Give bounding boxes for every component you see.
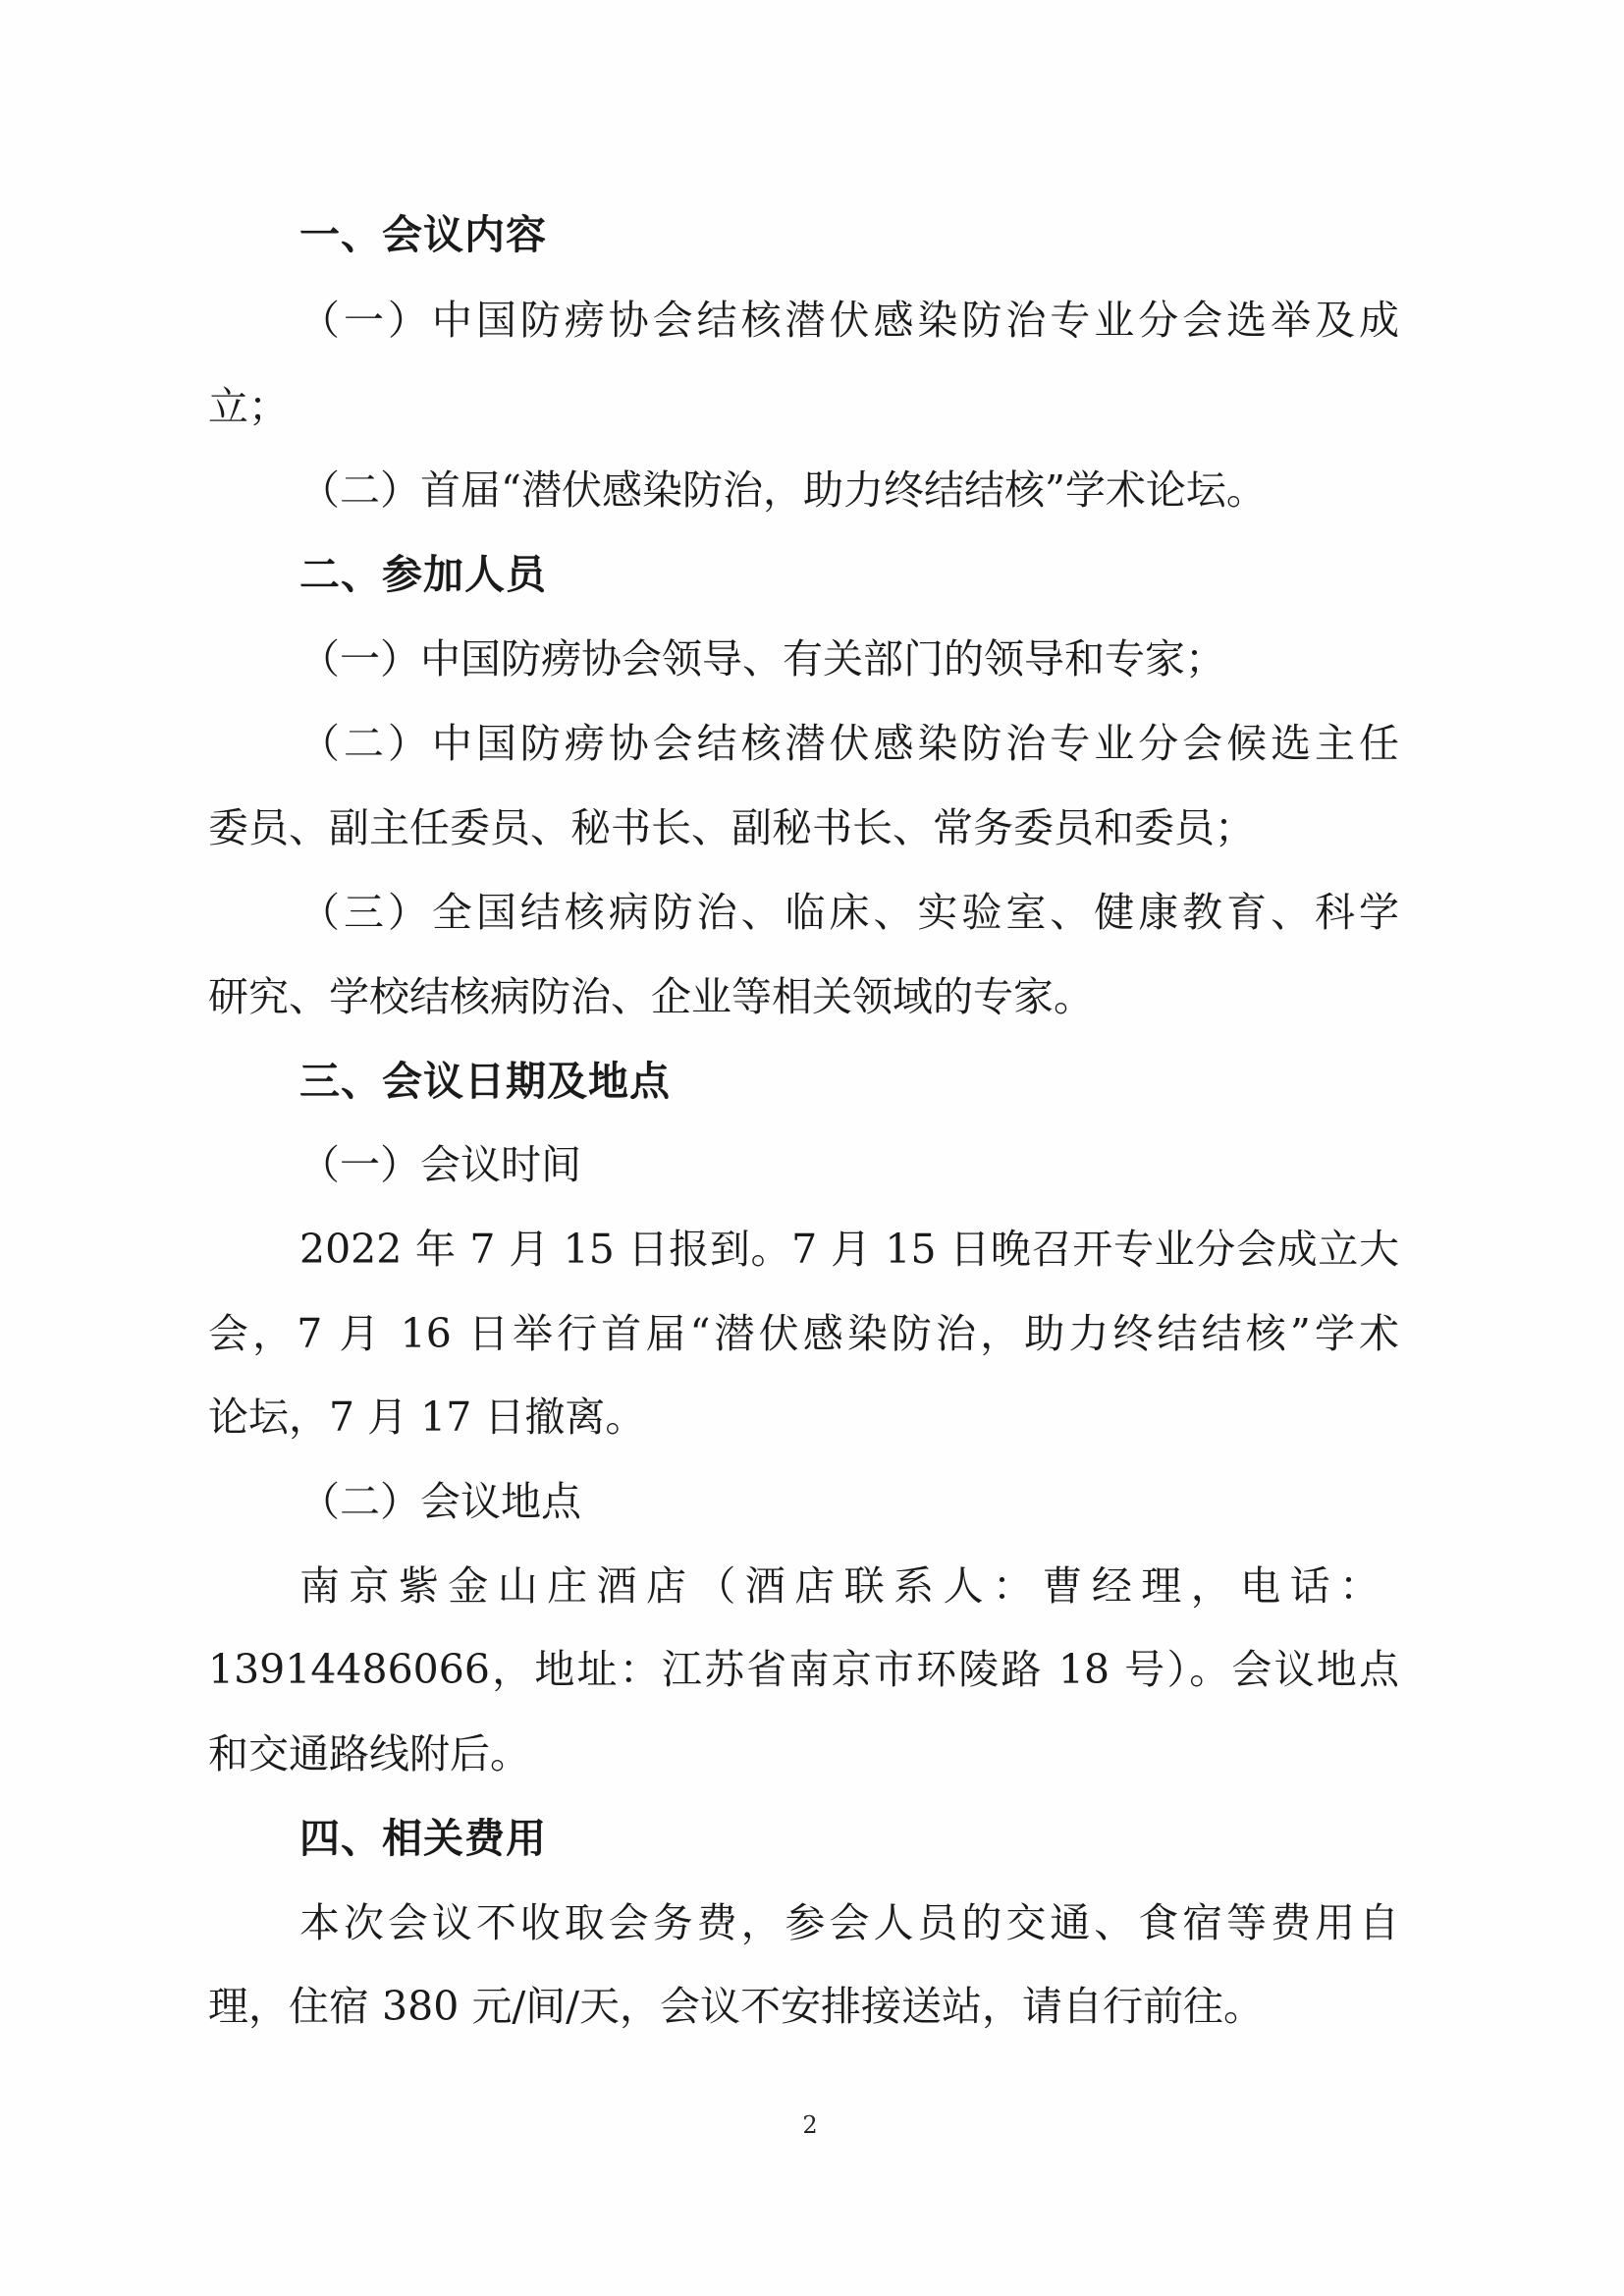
paragraph-line: （二）中国防痨协会结核潜伏感染防治专业分会候选主任	[299, 720, 1399, 767]
paragraph-line: （一）中国防痨协会领导、有关部门的领导和专家；	[299, 635, 1225, 683]
section-heading-participants: 二、参加人员	[299, 551, 547, 598]
paragraph-line: 委员、副主任委员、秘书长、副秘书长、常务委员和委员；	[208, 804, 1255, 851]
paragraph-line: 13914486066，地址：江苏省南京市环陵路 18 号）。会议地点	[208, 1646, 1399, 1693]
paragraph-line: 本次会议不收取会务费，参会人员的交通、食宿等费用自	[299, 1899, 1399, 1946]
paragraph-line: 理，住宿 380 元/间/天，会议不安排接送站，请自行前往。	[208, 1983, 1264, 2030]
paragraph-line: 论坛，7 月 17 日撤离。	[208, 1394, 646, 1441]
paragraph-line: 会，7 月 16 日举行首届“潜伏感染防治，助力终结结核”学术	[208, 1310, 1399, 1357]
paragraph-line: 立；	[208, 383, 289, 430]
paragraph-line: 南京紫金山庄酒店（酒店联系人：曹经理，电话：	[299, 1562, 1380, 1610]
section-heading-fees: 四、相关费用	[299, 1815, 547, 1862]
subsection-title-meeting-location: （二）会议地点	[299, 1478, 581, 1525]
paragraph-line: （二）首届“潜伏感染防治，助力终结结核”学术论坛。	[299, 466, 1267, 514]
section-heading-meeting-content: 一、会议内容	[299, 211, 547, 258]
paragraph-line: 2022 年 7 月 15 日报到。7 月 15 日晚召开专业分会成立大	[299, 1226, 1399, 1273]
paragraph-line: （三）全国结核病防治、临床、实验室、健康教育、科学	[299, 889, 1399, 936]
paragraph-line: 和交通路线附后。	[208, 1730, 530, 1777]
page-number: 2	[802, 2111, 818, 2139]
section-heading-date-location: 三、会议日期及地点	[299, 1058, 671, 1105]
subsection-title-meeting-time: （一）会议时间	[299, 1141, 581, 1188]
paragraph-line: 研究、学校结核病防治、企业等相关领域的专家。	[208, 973, 1094, 1020]
paragraph-line: （一）中国防痨协会结核潜伏感染防治专业分会选举及成	[299, 297, 1399, 344]
